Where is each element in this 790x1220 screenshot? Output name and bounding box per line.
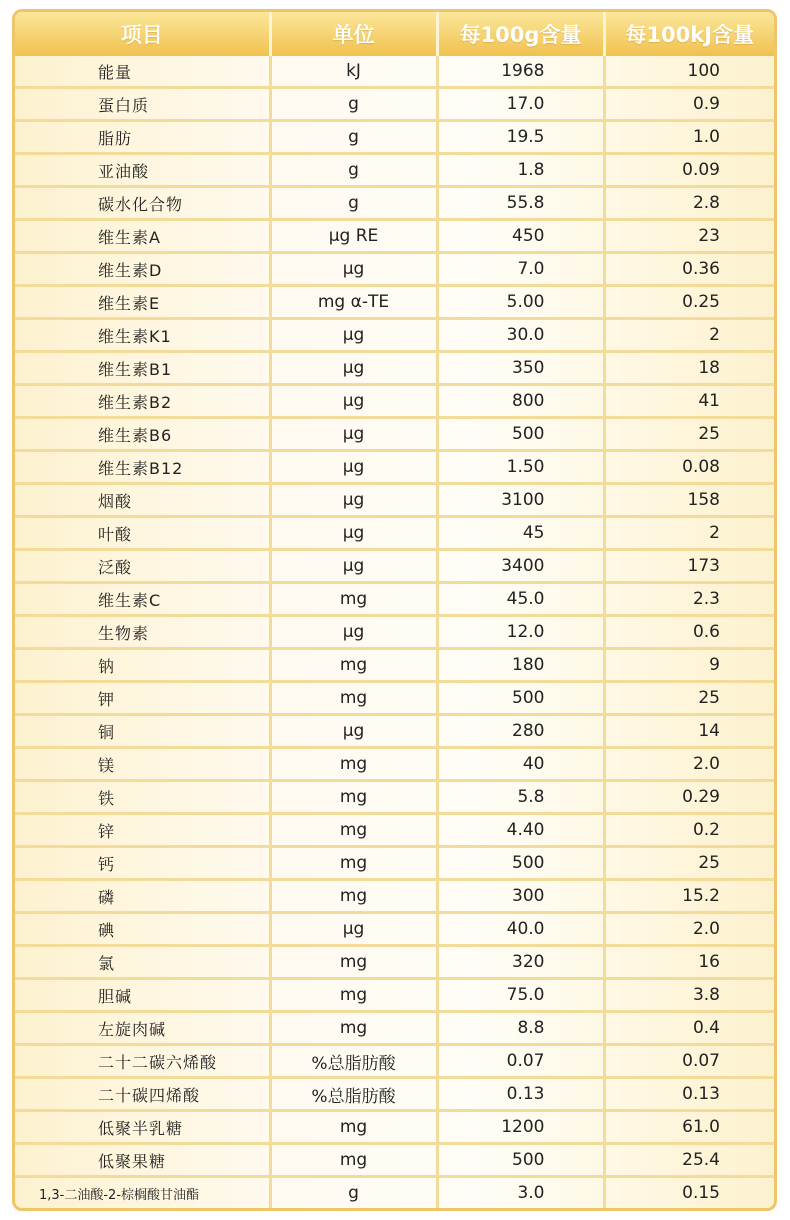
per-100g-value: 4.40 bbox=[437, 814, 604, 847]
per-100kj-value: 61.0 bbox=[604, 1111, 774, 1144]
table-row bbox=[15, 979, 774, 1012]
nutrient-name: 磷 bbox=[15, 880, 270, 913]
per-100kj-value: 158 bbox=[604, 484, 774, 517]
table-row bbox=[15, 814, 774, 847]
per-100g-value: 17.0 bbox=[437, 88, 604, 121]
unit-cell: mg bbox=[270, 682, 437, 715]
unit-cell: g bbox=[270, 154, 437, 187]
nutrient-name: 钙 bbox=[15, 847, 270, 880]
unit-cell: mg bbox=[270, 847, 437, 880]
per-100kj-value: 3.8 bbox=[604, 979, 774, 1012]
per-100g-value: 30.0 bbox=[437, 319, 604, 352]
header-unit: 单位 bbox=[270, 12, 437, 56]
nutrient-name: 钾 bbox=[15, 682, 270, 715]
per-100g-value: 3400 bbox=[437, 550, 604, 583]
nutrient-name: 低聚果糖 bbox=[15, 1144, 270, 1177]
table-row bbox=[15, 550, 774, 583]
unit-cell: kJ bbox=[270, 56, 437, 88]
per-100kj-value: 2.0 bbox=[604, 748, 774, 781]
per-100g-value: 1.8 bbox=[437, 154, 604, 187]
per-100g-value: 12.0 bbox=[437, 616, 604, 649]
nutrient-name: 维生素C bbox=[15, 583, 270, 616]
nutrient-name: 烟酸 bbox=[15, 484, 270, 517]
table-row bbox=[15, 352, 774, 385]
nutrient-name: 维生素E bbox=[15, 286, 270, 319]
nutrition-table bbox=[15, 12, 774, 1208]
per-100kj-value: 0.15 bbox=[682, 1183, 720, 1203]
header-row bbox=[15, 12, 774, 56]
per-100kj-value: 9 bbox=[604, 649, 774, 682]
nutrient-name: 左旋肉碱 bbox=[15, 1012, 270, 1045]
nutrient-name: 维生素D bbox=[15, 253, 270, 286]
nutrient-name: 亚油酸 bbox=[15, 154, 270, 187]
unit-cell: %总脂肪酸 bbox=[270, 1045, 437, 1078]
per-100kj-value: 0.2 bbox=[604, 814, 774, 847]
nutrient-name: 镁 bbox=[15, 748, 270, 781]
table-row bbox=[15, 1144, 774, 1177]
per-100kj-value: 25 bbox=[604, 418, 774, 451]
per-100g-value: 500 bbox=[437, 418, 604, 451]
nutrient-name: 维生素B6 bbox=[15, 418, 270, 451]
table-row bbox=[15, 616, 774, 649]
per-100g-value: 0.07 bbox=[437, 1045, 604, 1078]
unit-cell: mg bbox=[270, 781, 437, 814]
per-100g-value: 5.8 bbox=[437, 781, 604, 814]
table-row bbox=[15, 748, 774, 781]
per-100g-value: 500 bbox=[437, 847, 604, 880]
per-100g-value: 7.0 bbox=[437, 253, 604, 286]
table-row bbox=[15, 187, 774, 220]
table-row bbox=[15, 1012, 774, 1045]
unit-cell: g bbox=[270, 88, 437, 121]
table-row bbox=[15, 781, 774, 814]
nutrient-name: 1,3-二油酸-2-棕榈酸甘油酯 bbox=[15, 1177, 270, 1209]
nutrient-name: 生物素 bbox=[15, 616, 270, 649]
unit-cell: μg bbox=[270, 913, 437, 946]
per-100kj-value: 2.3 bbox=[604, 583, 774, 616]
per-100g-value: 75.0 bbox=[437, 979, 604, 1012]
unit-cell: %总脂肪酸 bbox=[270, 1078, 437, 1111]
table-row bbox=[15, 583, 774, 616]
table-row bbox=[15, 946, 774, 979]
unit-cell: g bbox=[270, 1177, 437, 1209]
per-100g-value: 3100 bbox=[437, 484, 604, 517]
nutrient-name: 锌 bbox=[15, 814, 270, 847]
table-row bbox=[15, 880, 774, 913]
per-100kj-value: 41 bbox=[604, 385, 774, 418]
table-row bbox=[15, 715, 774, 748]
unit-cell: μg bbox=[270, 715, 437, 748]
unit-cell: μg bbox=[270, 550, 437, 583]
per-100kj-value: 0.36 bbox=[604, 253, 774, 286]
per-100kj-value: 1.0 bbox=[604, 121, 774, 154]
unit-cell: μg bbox=[270, 418, 437, 451]
nutrient-name: 胆碱 bbox=[15, 979, 270, 1012]
table-row bbox=[15, 319, 774, 352]
per-100g-value: 350 bbox=[437, 352, 604, 385]
per-100g-value: 19.5 bbox=[437, 121, 604, 154]
nutrient-name: 能量 bbox=[15, 56, 270, 88]
per-100g-value: 500 bbox=[437, 1144, 604, 1177]
nutrient-name: 钠 bbox=[15, 649, 270, 682]
per-100kj-value: 0.07 bbox=[604, 1045, 774, 1078]
unit-cell: mg bbox=[270, 1111, 437, 1144]
table-body bbox=[15, 56, 774, 1208]
unit-cell: μg bbox=[270, 616, 437, 649]
table-row bbox=[15, 1045, 774, 1078]
per-100kj-value: 25 bbox=[604, 682, 774, 715]
per-100kj-value: 14 bbox=[604, 715, 774, 748]
unit-cell: g bbox=[270, 121, 437, 154]
per-100kj-value: 100 bbox=[604, 56, 774, 88]
unit-cell: mg bbox=[270, 946, 437, 979]
per-100kj-value: 0.08 bbox=[604, 451, 774, 484]
per-100g-value: 0.13 bbox=[437, 1078, 604, 1111]
table-row bbox=[15, 484, 774, 517]
per-100kj-value: 0.29 bbox=[604, 781, 774, 814]
table-row bbox=[15, 847, 774, 880]
table-row bbox=[15, 517, 774, 550]
nutrient-name: 氯 bbox=[15, 946, 270, 979]
nutrient-name: 铜 bbox=[15, 715, 270, 748]
per-100g-value: 3.0 bbox=[437, 1177, 604, 1209]
nutrient-name: 二十二碳六烯酸 bbox=[15, 1045, 270, 1078]
per-100g-value: 40.0 bbox=[437, 913, 604, 946]
per-100g-value: 55.8 bbox=[437, 187, 604, 220]
per-100kj-value: 0.13 bbox=[604, 1078, 774, 1111]
unit-cell: g bbox=[270, 187, 437, 220]
per-100kj-value: 2.0 bbox=[604, 913, 774, 946]
unit-cell: μg bbox=[270, 517, 437, 550]
nutrient-name: 碘 bbox=[15, 913, 270, 946]
unit-cell: mg bbox=[270, 1144, 437, 1177]
table-row bbox=[15, 913, 774, 946]
unit-cell: mg bbox=[270, 814, 437, 847]
per-100kj-value: 0.09 bbox=[604, 154, 774, 187]
unit-cell: mg α-TE bbox=[270, 286, 437, 319]
per-100g-value: 5.00 bbox=[437, 286, 604, 319]
per-100g-value: 8.8 bbox=[437, 1012, 604, 1045]
per-100g-value: 40 bbox=[437, 748, 604, 781]
nutrient-name: 维生素B2 bbox=[15, 385, 270, 418]
unit-cell: μg bbox=[270, 451, 437, 484]
per-100g-value: 280 bbox=[437, 715, 604, 748]
table-row bbox=[15, 385, 774, 418]
unit-cell: μg bbox=[270, 352, 437, 385]
nutrient-name: 低聚半乳糖 bbox=[15, 1111, 270, 1144]
per-100kj-value: 0.25 bbox=[604, 286, 774, 319]
per-100g-value: 45 bbox=[437, 517, 604, 550]
nutrient-name: 叶酸 bbox=[15, 517, 270, 550]
per-100kj-value: 173 bbox=[604, 550, 774, 583]
nutrient-name: 铁 bbox=[15, 781, 270, 814]
per-100g-value: 320 bbox=[437, 946, 604, 979]
table-row bbox=[15, 121, 774, 154]
per-100kj-value: 23 bbox=[604, 220, 774, 253]
nutrient-name: 维生素A bbox=[15, 220, 270, 253]
nutrient-name: 维生素K1 bbox=[15, 319, 270, 352]
per-100g-value: 180 bbox=[437, 649, 604, 682]
per-100kj-value: 0.6 bbox=[604, 616, 774, 649]
nutrient-name: 蛋白质 bbox=[15, 88, 270, 121]
table-row bbox=[15, 88, 774, 121]
unit-cell: μg RE bbox=[270, 220, 437, 253]
table-row bbox=[15, 154, 774, 187]
table-row bbox=[15, 1078, 774, 1111]
table-row bbox=[15, 1177, 774, 1209]
unit-cell: mg bbox=[270, 880, 437, 913]
per-100kj-value: 2 bbox=[604, 319, 774, 352]
per-100g-value: 300 bbox=[437, 880, 604, 913]
table-row bbox=[15, 451, 774, 484]
nutrient-name: 二十碳四烯酸 bbox=[15, 1078, 270, 1111]
nutrient-name: 碳水化合物 bbox=[15, 187, 270, 220]
unit-cell: μg bbox=[270, 253, 437, 286]
table-row bbox=[15, 649, 774, 682]
table-row bbox=[15, 253, 774, 286]
per-100g-value: 1.50 bbox=[437, 451, 604, 484]
nutrient-name: 泛酸 bbox=[15, 550, 270, 583]
unit-cell: mg bbox=[270, 748, 437, 781]
nutrient-name: 维生素B12 bbox=[15, 451, 270, 484]
unit-cell: μg bbox=[270, 385, 437, 418]
per-100kj-value: 16 bbox=[604, 946, 774, 979]
per-100kj-value: 2.8 bbox=[604, 187, 774, 220]
per-100kj-value: 25.4 bbox=[604, 1144, 774, 1177]
unit-cell: mg bbox=[270, 979, 437, 1012]
unit-cell: μg bbox=[270, 484, 437, 517]
unit-cell: mg bbox=[270, 649, 437, 682]
per-100g-value: 450 bbox=[437, 220, 604, 253]
per-100g-value: 1968 bbox=[437, 56, 604, 88]
per-100kj-value: 2 bbox=[604, 517, 774, 550]
per-100g-value: 45.0 bbox=[437, 583, 604, 616]
per-100g-value: 800 bbox=[437, 385, 604, 418]
table-row bbox=[15, 418, 774, 451]
header-per-100g: 每100g含量 bbox=[437, 12, 604, 56]
table-row bbox=[15, 56, 774, 88]
per-100kj-value: 0.4 bbox=[604, 1012, 774, 1045]
per-100g-value: 1200 bbox=[437, 1111, 604, 1144]
per-100g-value: 500 bbox=[437, 682, 604, 715]
per-100kj-value: 25 bbox=[604, 847, 774, 880]
table-row bbox=[15, 286, 774, 319]
nutrition-table-card bbox=[12, 9, 777, 1211]
per-100kj-value: 18 bbox=[604, 352, 774, 385]
per-100kj-value: 15.2 bbox=[604, 880, 774, 913]
unit-cell: mg bbox=[270, 583, 437, 616]
table-row bbox=[15, 682, 774, 715]
per-100kj-value: 0.9 bbox=[604, 88, 774, 121]
header-per-100kj: 每100kJ含量 bbox=[625, 23, 755, 47]
nutrient-name: 维生素B1 bbox=[15, 352, 270, 385]
table-row bbox=[15, 1111, 774, 1144]
table-row bbox=[15, 220, 774, 253]
unit-cell: mg bbox=[270, 1012, 437, 1045]
header-item: 项目 bbox=[15, 12, 270, 56]
unit-cell: μg bbox=[270, 319, 437, 352]
nutrient-name: 脂肪 bbox=[15, 121, 270, 154]
